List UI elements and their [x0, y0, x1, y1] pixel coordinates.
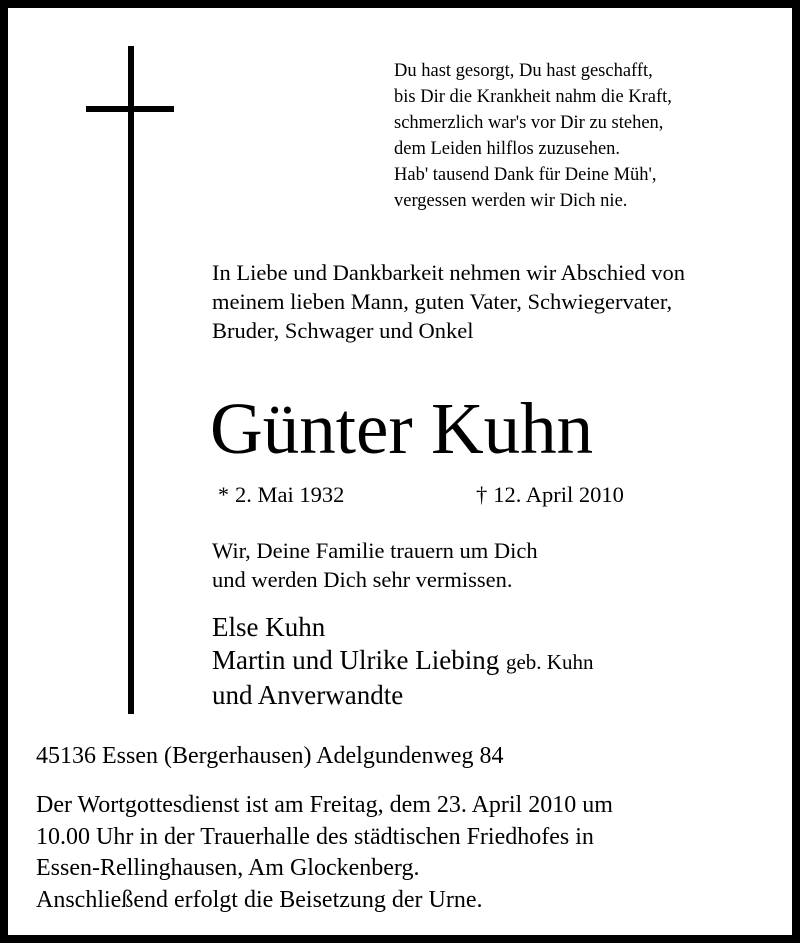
- poem-line: bis Dir die Krankheit nahm die Kraft,: [394, 87, 672, 107]
- birth-date: 2. Mai 1932: [235, 482, 345, 507]
- mourning-line: und werden Dich sehr vermissen.: [212, 567, 513, 592]
- farewell-intro: [212, 258, 685, 345]
- signer-line: [212, 644, 593, 679]
- service-info: [36, 790, 613, 916]
- signer-line: und Anverwandte: [212, 680, 404, 710]
- birth-date-line: [212, 480, 344, 510]
- intro-line: Bruder, Schwager und Onkel: [212, 318, 474, 343]
- intro-line: meinem lieben Mann, guten Vater, Schwiegervater,: [212, 289, 673, 314]
- signer-maiden-note: geb. Kuhn: [505, 650, 594, 674]
- death-date: 12. April 2010: [493, 482, 624, 507]
- intro-line: In Liebe und Dankbarkeit nehmen wir Abschied von: [212, 260, 685, 285]
- service-line: Der Wortgottesdienst ist am Freitag, dem 23. April 2010 um: [36, 792, 613, 818]
- poem-line: dem Leiden hilflos zuzusehen.: [394, 139, 621, 159]
- cross-icon-bar: [86, 106, 174, 112]
- deceased-name: Günter Kuhn: [210, 388, 594, 469]
- signer-names: Martin und Ulrike Liebing: [212, 645, 500, 675]
- poem: [394, 58, 672, 214]
- service-line: Anschließend erfolgt die Beisetzung der Urne.: [36, 886, 483, 913]
- service-line: Essen-Rellinghausen, Am Glockenberg.: [36, 855, 420, 881]
- mourning-text: [212, 536, 538, 594]
- mourning-line: Wir, Deine Familie trauern um Dich: [212, 538, 538, 563]
- cross-icon: [128, 46, 134, 714]
- life-dates: [212, 480, 652, 512]
- death-date-line: [476, 480, 624, 510]
- service-line: 10.00 Uhr in der Trauerhalle des städtischen Friedhofes in: [36, 823, 594, 850]
- birth-star-icon: *: [218, 482, 229, 507]
- signers: [212, 611, 593, 712]
- poem-line: Hab' tausend Dank für Deine Müh',: [394, 165, 657, 185]
- signer-line: Else Kuhn: [212, 612, 326, 642]
- poem-line: vergessen werden wir Dich nie.: [394, 191, 628, 211]
- poem-line: Du hast gesorgt, Du hast geschafft,: [394, 61, 653, 81]
- poem-line: schmerzlich war's vor Dir zu stehen,: [394, 113, 664, 133]
- family-address: 45136 Essen (Bergerhausen) Adelgundenweg 84: [36, 743, 504, 769]
- death-dagger-icon: †: [476, 482, 488, 507]
